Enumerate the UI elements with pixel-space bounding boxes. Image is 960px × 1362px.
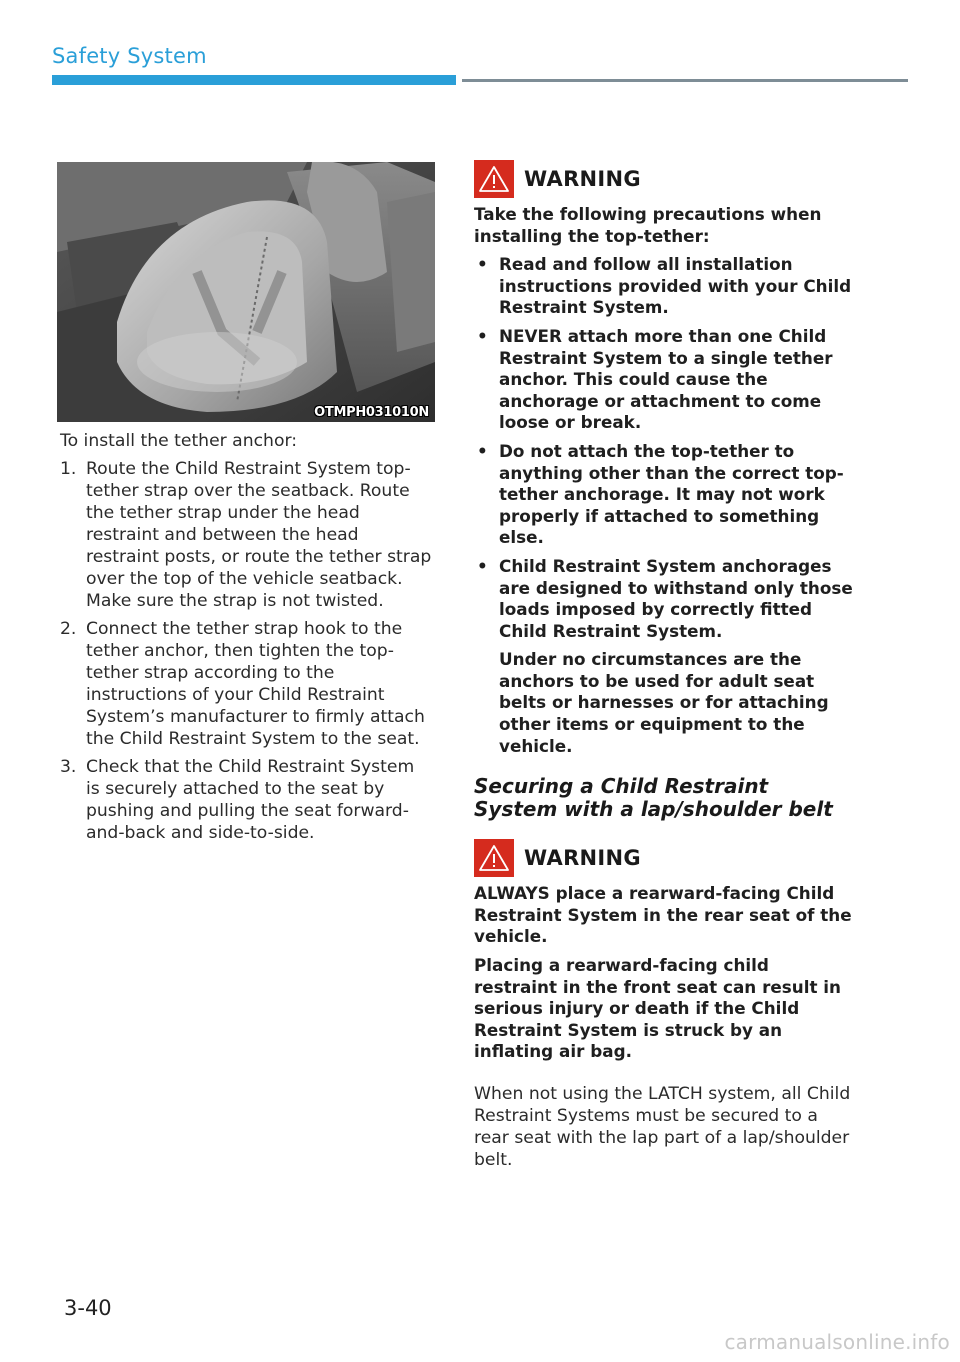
bullet-text: • Child Restraint System anchorages are designed to withstand only those loads imposed by correctly fitted Child Restraint System. bbox=[499, 555, 853, 641]
step-number: 1. bbox=[60, 459, 77, 479]
header-rule-accent bbox=[52, 75, 456, 85]
warning-bullets bbox=[474, 254, 854, 757]
bullet-item bbox=[474, 326, 854, 434]
figure-code: OTMPH031010N bbox=[314, 405, 429, 420]
step-text: Route the Child Restraint System top-tether strap over the seatback. Route the tether strap under the head restraint and between the head restraint posts, or route the tether strap over the top of the vehicle seatback. Make sure the strap is not twisted. bbox=[86, 459, 432, 611]
step-item bbox=[60, 458, 432, 612]
warning-triangle-icon bbox=[474, 160, 514, 198]
bullet-item bbox=[474, 441, 854, 549]
warning-para: ALWAYS place a rearward-facing Child Restraint System in the rear seat of the vehicle. bbox=[474, 883, 852, 947]
warning-title: WARNING bbox=[524, 846, 641, 871]
section-title: Safety System bbox=[52, 44, 207, 68]
bullet-text: • Do not attach the top-tether to anything other than the correct top-tether anchorage. It may not work properly if attached to something else. bbox=[499, 440, 844, 548]
step-item bbox=[60, 756, 432, 844]
warning-body bbox=[474, 204, 854, 757]
right-column bbox=[474, 160, 854, 1171]
install-intro: To install the tether anchor: bbox=[60, 431, 298, 451]
page-number: 3-40 bbox=[64, 1296, 112, 1320]
header-rule bbox=[462, 79, 908, 82]
bullet-item bbox=[474, 556, 854, 757]
step-text: Connect the tether strap hook to the tether anchor, then tighten the top-tether strap according to the instructions of your Child Restraint System’s manufacturer to firmly attach the Child Restraint System to the seat. bbox=[86, 619, 425, 749]
install-steps bbox=[60, 458, 432, 844]
bullet-text: • NEVER attach more than one Child Restraint System to a single tether anchor. This could cause the anchorage or attachment to come loose or break. bbox=[499, 325, 833, 433]
warning-header bbox=[474, 160, 854, 198]
watermark: carmanualsonline.info bbox=[724, 1330, 950, 1354]
step-item bbox=[60, 618, 432, 750]
warning-header bbox=[474, 839, 854, 877]
child-seat-photo bbox=[57, 162, 435, 422]
child-seat-figure bbox=[57, 162, 435, 422]
warning-triangle-icon bbox=[474, 839, 514, 877]
warning-intro: Take the following precautions when installing the top-tether: bbox=[474, 204, 822, 246]
install-instructions bbox=[60, 430, 432, 850]
step-number: 2. bbox=[60, 619, 77, 639]
warning-title: WARNING bbox=[524, 167, 641, 191]
step-text: Check that the Child Restraint System is securely attached to the seat by pushing and pulling the seat forward-and-back and side-to-side. bbox=[86, 757, 415, 843]
bullet-text: • Read and follow all installation instructions provided with your Child Restraint System. bbox=[499, 254, 852, 318]
closing-text: When not using the LATCH system, all Child Restraint Systems must be secured to a rear seat with the lap part of a lap/shoulder belt. bbox=[474, 1084, 851, 1170]
warning-para: Placing a rearward-facing child restraint in the front seat can result in serious injury or death if the Child Restraint System is struck by an inflating air bag. bbox=[474, 955, 842, 1062]
subheading: Securing a Child Restraint System with a lap/shoulder belt bbox=[474, 774, 833, 822]
bullet-extra: Under no circumstances are the anchors to be used for adult seat belts or harnesses or for attaching other items or equipment to the vehicle. bbox=[499, 649, 829, 756]
bullet-item bbox=[474, 254, 854, 319]
step-number: 3. bbox=[60, 757, 77, 777]
warning-body bbox=[474, 883, 854, 1063]
